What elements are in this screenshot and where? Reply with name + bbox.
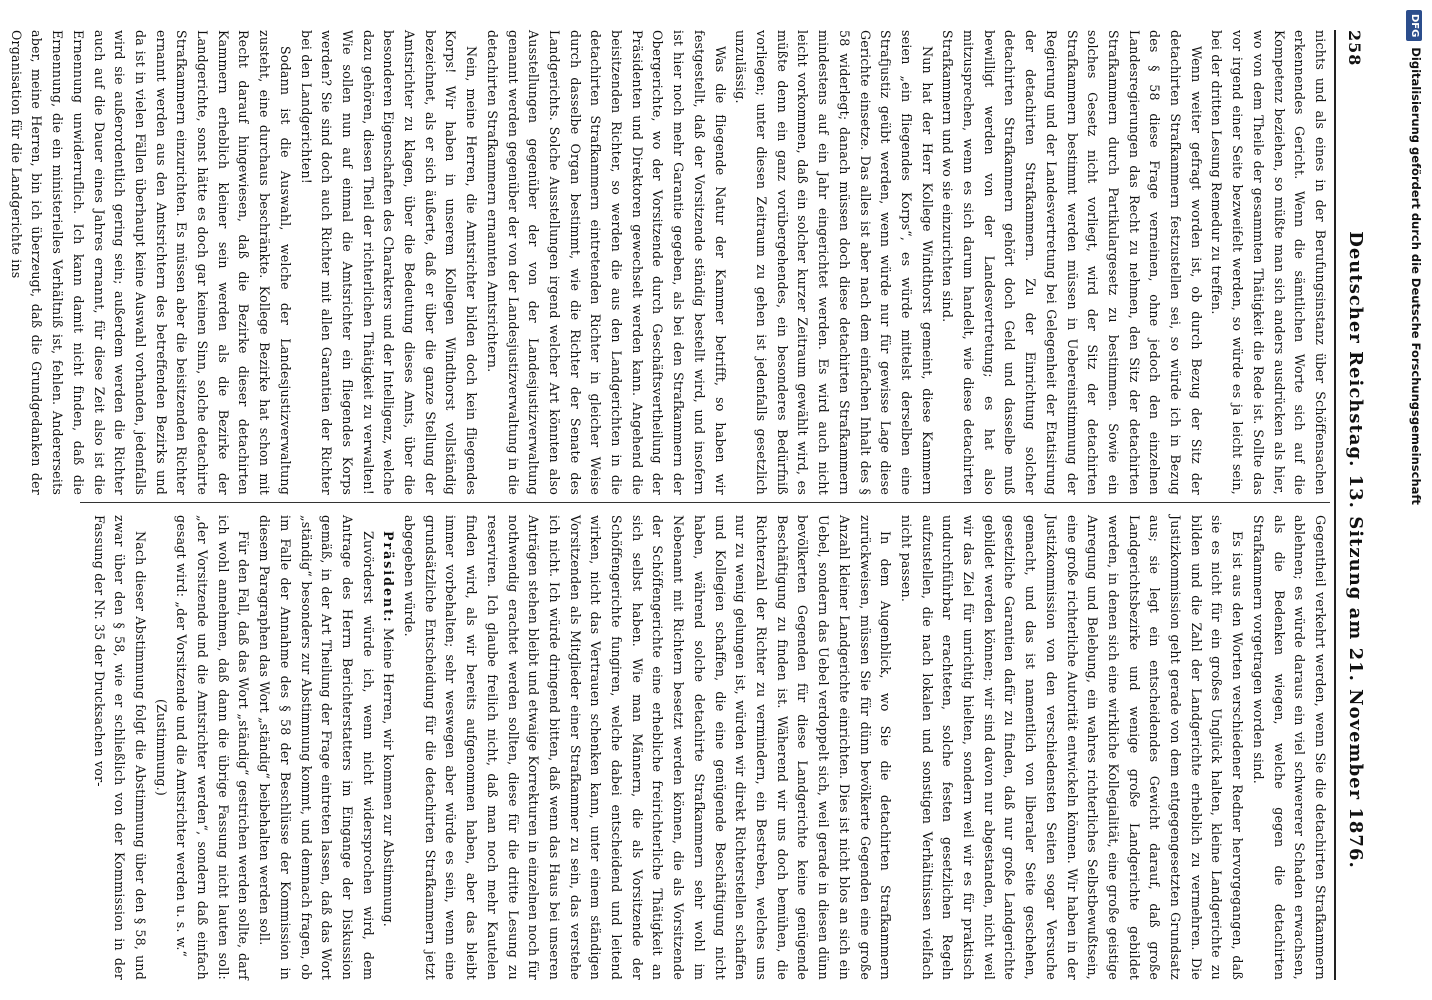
agreement-note: (Zustimmung.) — [153, 698, 169, 796]
page-number: 258 — [1345, 30, 1364, 67]
digitization-stamp — [1405, 10, 1427, 610]
paragraph: Wenn weiter gefragt worden ist, ob durch Bezug der Sitz der detachirten Strafkammern festzustellen sei, so würde ich in Bezug des § 58 diese Frage verneinen, ohne jedoch den einzelnen Landesregierungen das Recht zu nehmen, den Sitz der detachirten Strafkammern durch Partikulargesetz zu bestimmen. Sowie ein solches Gesetz nicht vorliegt, wird der Sitz der detachirten Strafkammern bestimmt werden müssen in Uebereinstimmung der Regierung und der Landesvertretung bei Gelegenheit der Etatisirung der detachirten Strafkammern. Zu der Einrichtung solcher detachirten Strafkammern gehört doch Geld und dasselbe muß bewilligt werden von der Landesvertretung; es hat also mitzusprechen, wenn es sich darum handelt, wie diese detachirten Strafkammern und wo sie einzurichten sind. — [940, 30, 1204, 495]
page-header — [1334, 30, 1376, 980]
paragraph: Es ist aus den Worten verschiedener Redner hervorgegangen, daß sie es nicht für ein großes Unglück halten, kleine Landgerichte zu bilden und die Zahl der Landgerichte erheblich zu vermehren. Die Justizkommission geht gerade von dem entgegengesetzten Grundsatz aus; sie legt ein entscheidendes Gewicht darauf, daß große Landgerichtsbezirke und wenige große Landgerichte gebildet werden, in denen sich eine wirkliche Kollegialität, eine große geistige Anregung und Belebung, ein wahres richterliches Selbstbewußtsein, eine große richterliche Autorität entwickeln können. Wir haben in der Justizkommission von den verschiedensten Seiten sogar Versuche gemacht, und das ist namentlich von liberaler Seite geschehen, gesetzliche Garantien dafür zu finden, daß nur große Landgerichte gebildet werden können; wir sind davon nur abgestanden, nicht weil wir das Ziel für unrichtig hielten, sondern weil wir es für praktisch undurchführbar erachteten, solche festen gesetzlichen Regeln aufzustellen, die nach lokalen und sonstigen Verhältnissen vielfach nicht passen. — [898, 515, 1246, 980]
paragraph: Nein, meine Herren, die Amtsrichter bilden doch kein fliegendes Korps! Wir haben in unserem Kollegen Windthorst vollständig bezeichnet, als er sich äußerte, daß er über die ganze Stellung der Amtsrichter zu klagen, über die Bedeutung dieses Amts, über die besonderen Eigenschaften des Charakters und der Intelligenz, welche dazu gehören, diesen Theil der richterlichen Thätigkeit zu verwalten! Wie sollen nun auf einmal die Amtsrichter ein fliegendes Korps werden? Sie sind doch auch Richter mit allen Garantien der Richter bei den Landgerichten! — [298, 30, 480, 495]
paragraph: Für den Fall, daß das Wort „ständig“ gestrichen werden sollte, darf ich wohl annehmen, daß dann die übrige Fassung nicht lauten soll: „der Vorsitzende und die Amtsrichter werden“, sondern daß einfach gesagt wird: „der Vorsitzende und die Amtsrichter werden u. s. w.“ — [174, 515, 252, 980]
president-paragraph — [378, 515, 399, 980]
paragraph: Nun hat der Herr Kollege Windthorst gemeint, diese Kammern seien „ein fliegendes Korps“, es würde mittelst derselben eine Strafjustiz geübt werden, wenn würde nur für gewisse Lage diese Gerichte einsetze. Das alles ist aber nach dem einfachen Inhalt des § 58 widerlegt; danach müssen doch diese detachirten Strafkammern mindestens auf ein Jahr eingerichtet werden. Es wird auch nicht leicht vorkommen, daß ein solcher kurzer Zeitraum gewählt wird, es müßte denn ein ganz vorübergehendes, ein besonderes Bedürfniß vorliegen; unter diesen Zeitraum zu gehen ist jedenfalls gesetzlich unzulässig. — [733, 30, 935, 495]
dfg-logo: DFG — [1406, 10, 1422, 41]
stamp-text: Digitalisierung gefördert durch die Deutsche Forschungsgemeinschaft — [1409, 47, 1423, 505]
paragraph: Zuvörderst würde ich, wenn nicht widersprochen wird, dem Antrage des Herrn Berichterstatters im Eingange der Diskussion gemäß, in der Art Theilung der Frage eintreten lassen, daß das Wort „ständig“ besonders zur Abstimmung kommt, und demnach fragen, ob im Falle der Annahme des § 58 der Beschlüsse der Kommission in diesem Paragraphen das Wort „ständig“ beibehalten werden soll. — [257, 515, 376, 980]
left-column — [8, 30, 1330, 495]
running-title: Deutscher Reichstag. 13. Sitzung am 21. November 1876. — [1345, 231, 1366, 869]
speaker-label: Präsident: — [381, 531, 397, 624]
speaker-text: Meine Herren, wir kommen zur Abstimmung. — [381, 627, 397, 927]
paragraph: Was die fliegende Natur der Kammer betrifft, so haben wir festgestellt, daß der Vorsitzende ständig bestellt wird, und insofern ist hier noch mehr Garantie gegeben, als bei den Strafkammern der Obergerichte, wo der Vorsitzende durch Geschäftsvertheilung der Präsidenten und Direktoren gewechselt werden kann. Angehend die beisitzenden Richter, so werden die aus den Landgerichten in die detachirten Strafkammern eintretenden Richter in gleicher Weise durch dasselbe Organ bestimmt, wie die Richter der Senate des Landgerichts. Solche Ausstellungen irgend welcher Art könnten also Ausstellungen gegenüber der von der Landesjustizverwaltung genannt werden gegenüber der von der Landesjustizverwaltung in die detachirten Strafkammern ernannten Amtsrichtern. — [484, 30, 728, 495]
right-column — [20, 515, 1330, 980]
paragraph: In dem Augenblick, wo Sie die detachirten Strafkammern zurückweisen, müssen Sie für dünn bevölkerte Gegenden eine große Anzahl kleiner Landgerichte einrichten. Dies ist nicht blos an sich ein Uebel, sondern das Uebel verdoppelt sich, weil gerade in diesen dünn bevölkerten Gegenden für diese Landgerichte keine genügende Beschäftigung zu finden ist. Wäherend wir uns doch bemühen, die Richterzahl der Richter zu vermindern, ein Bestreben, welches uns nur zu wenig gelungen ist, würden wir direkt Richterstellen schaffen und Kollegien schaffen, die eine genügende Beschäftigung nicht haben, während solche detachirte Strafkammern sehr wohl im Nebenamt mit Richtern besetzt werden können, die als Vorsitzende der Schöffengerichte eine erhebliche freirichterliche Thätigkeit an sich selbst haben. Wie man Männern, die als Vorsitzende der Schöffengerichte fungiren, welche dabei entscheidend und leitend wirken, nicht das Vertrauen schenken kann, unter einem ständigen Vorsitzenden als Mitglieder einer Strafkammer zu sein, das verstehe ich nicht. Ich würde dringend bitten, daß wenn das Haus bei unseren Anträgen stehen bleibt und etwaige Korrekturen in einzelnen noch für nothwendig erachtet werden sollten, diese für die dritte Lesung zu reserviren. Ich glaube freilich nicht, daß man noch mehr Kautelen finden wird, als wir bereits aufgenommen haben, aber das bleibt immer vorbehalten; sehr weswegen aber würde es sein, wenn eine grundsätzliche Entscheidung für die detachirten Strafkammern jetzt abgegeben würde. — [402, 515, 894, 980]
column-divider — [80, 502, 1330, 503]
paragraph: nichts und als eines in der Berufungsinstanz über Schöffensachen erkennendes Gericht. Wenn die sämtlichen Worte sich auf die Kompetenz beziehen, so müßte man sich anders ausdrücken als hier, wo von dem Theile der gesammten Thätigkeit die Rede ist. Sollte das vor irgend einer Seite bezweifelt werden, so würde es ja leicht sein, bei der dritten Lesung Remedur zu treffen. — [1209, 30, 1328, 495]
paragraph: Nach dieser Abstimmung folgt die Abstimmung über den § 58, und zwar über den § 58, wie er schließlich von der Kommission in der Fassung der Nr. 35 der Drucksachen vor- — [91, 515, 148, 980]
paragraph: Gegentheil verkehrt werden, wenn Sie die detachirten Strafkammern ablehnen; es würde daraus ein viel schwererer Schaden erwachsen, als die Bedenken wiegen, welche gegen die detachirten Strafkammern vorgetragen worden sind. — [1250, 515, 1328, 980]
paragraph: Sodann ist die Auswahl, welche der Landesjustizverwaltung zusteht, eine durchaus beschränkte. Kollege Bezirke hat schon mit Recht darauf hingewiesen, daß die Bezirke dieser detachirten Kammern erheblich kleiner sein werden als die Bezirke der Landgerichte, sonst hätte es doch gar keinen Sinn, solche detachirte Strafkammern einzurichten. Es müssen aber die beisitzenden Richter ernannt werden aus den Amtsrichtern des betreffenden Bezirks und da ist in vielen Fällen überhaupt keine Auswahl vorhanden, jedenfalls wird sie außerordentlich gering sein; außerdem werden die Richter auch auf die Dauer eines Jahres ernannt, für diese Zeit also ist die Ernennung unwiderruflich. Ich kann damit nicht finden, daß die Ernennung, die ein ministerielles Verhältniß ist, fehlen. Andererseits aber, meine Herren, bin ich überzeugt, daß die Grundgedanken der Organisation für die Landgerichte ins — [8, 30, 293, 495]
